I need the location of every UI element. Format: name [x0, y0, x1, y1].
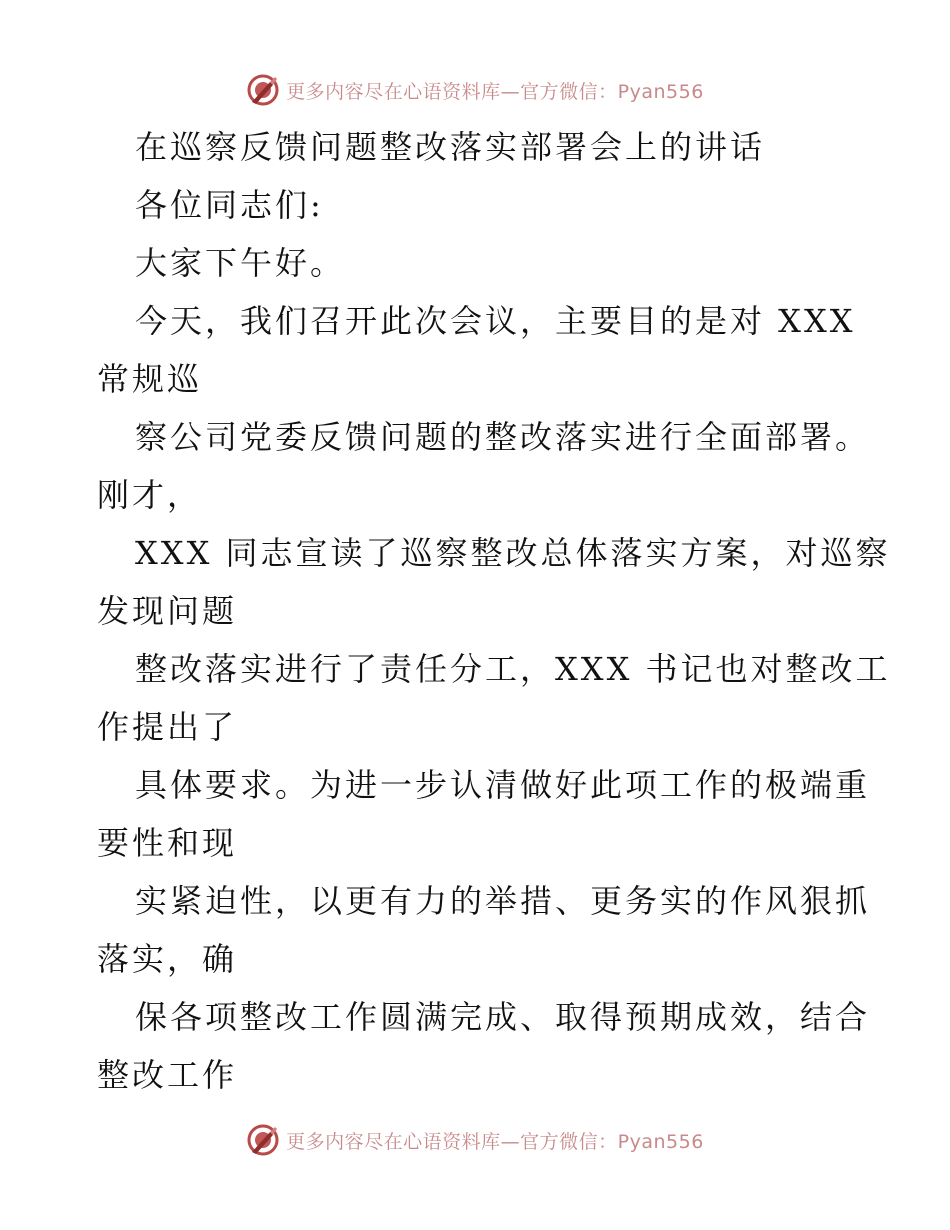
paragraph-line: 具体要求。为进一步认清做好此项工作的极端重 — [135, 766, 871, 804]
paragraph-line: XXX 同志宣读了巡察整改总体落实方案，对巡察 — [135, 534, 891, 572]
paragraph-line: 整改工作 — [97, 1056, 238, 1094]
paragraph-line: 实紧迫性，以更有力的举措、更务实的作风狠抓 — [135, 882, 871, 920]
paragraph-line: 常规巡 — [97, 360, 203, 398]
footer-banner-inner — [246, 1123, 704, 1157]
paragraph-line: 保各项整改工作圆满完成、取得预期成效，结合 — [135, 998, 871, 1036]
greeting-line: 大家下午好。 — [135, 244, 346, 282]
paragraph-line: 落实，确 — [97, 940, 238, 978]
logo-pen-circle-icon — [246, 73, 280, 107]
header-banner-text: 更多内容尽在心语资料库—官方微信：Pyan556 — [286, 80, 704, 103]
salutation-line: 各位同志们: — [135, 186, 324, 224]
header-watermark-banner — [0, 70, 950, 110]
paragraph-line: 整改落实进行了责任分工，XXX 书记也对整改工 — [135, 650, 891, 688]
paragraph-line: 察公司党委反馈问题的整改落实进行全面部署。 — [135, 418, 871, 456]
footer-banner-text: 更多内容尽在心语资料库—官方微信：Pyan556 — [286, 1130, 704, 1153]
logo-pen-circle-icon — [246, 1123, 280, 1157]
document-body — [0, 118, 950, 1104]
paragraph-line: 作提出了 — [97, 708, 238, 746]
paragraph-line: 发现问题 — [97, 592, 238, 630]
document-title: 在巡察反馈问题整改落实部署会上的讲话 — [135, 128, 766, 166]
paragraph-line: 要性和现 — [97, 824, 238, 862]
header-banner-inner — [246, 73, 704, 107]
paragraph-line: 今天，我们召开此次会议，主要目的是对 XXX — [135, 302, 856, 340]
footer-watermark-banner — [0, 1120, 950, 1160]
paragraph-line: 刚才， — [97, 476, 203, 514]
